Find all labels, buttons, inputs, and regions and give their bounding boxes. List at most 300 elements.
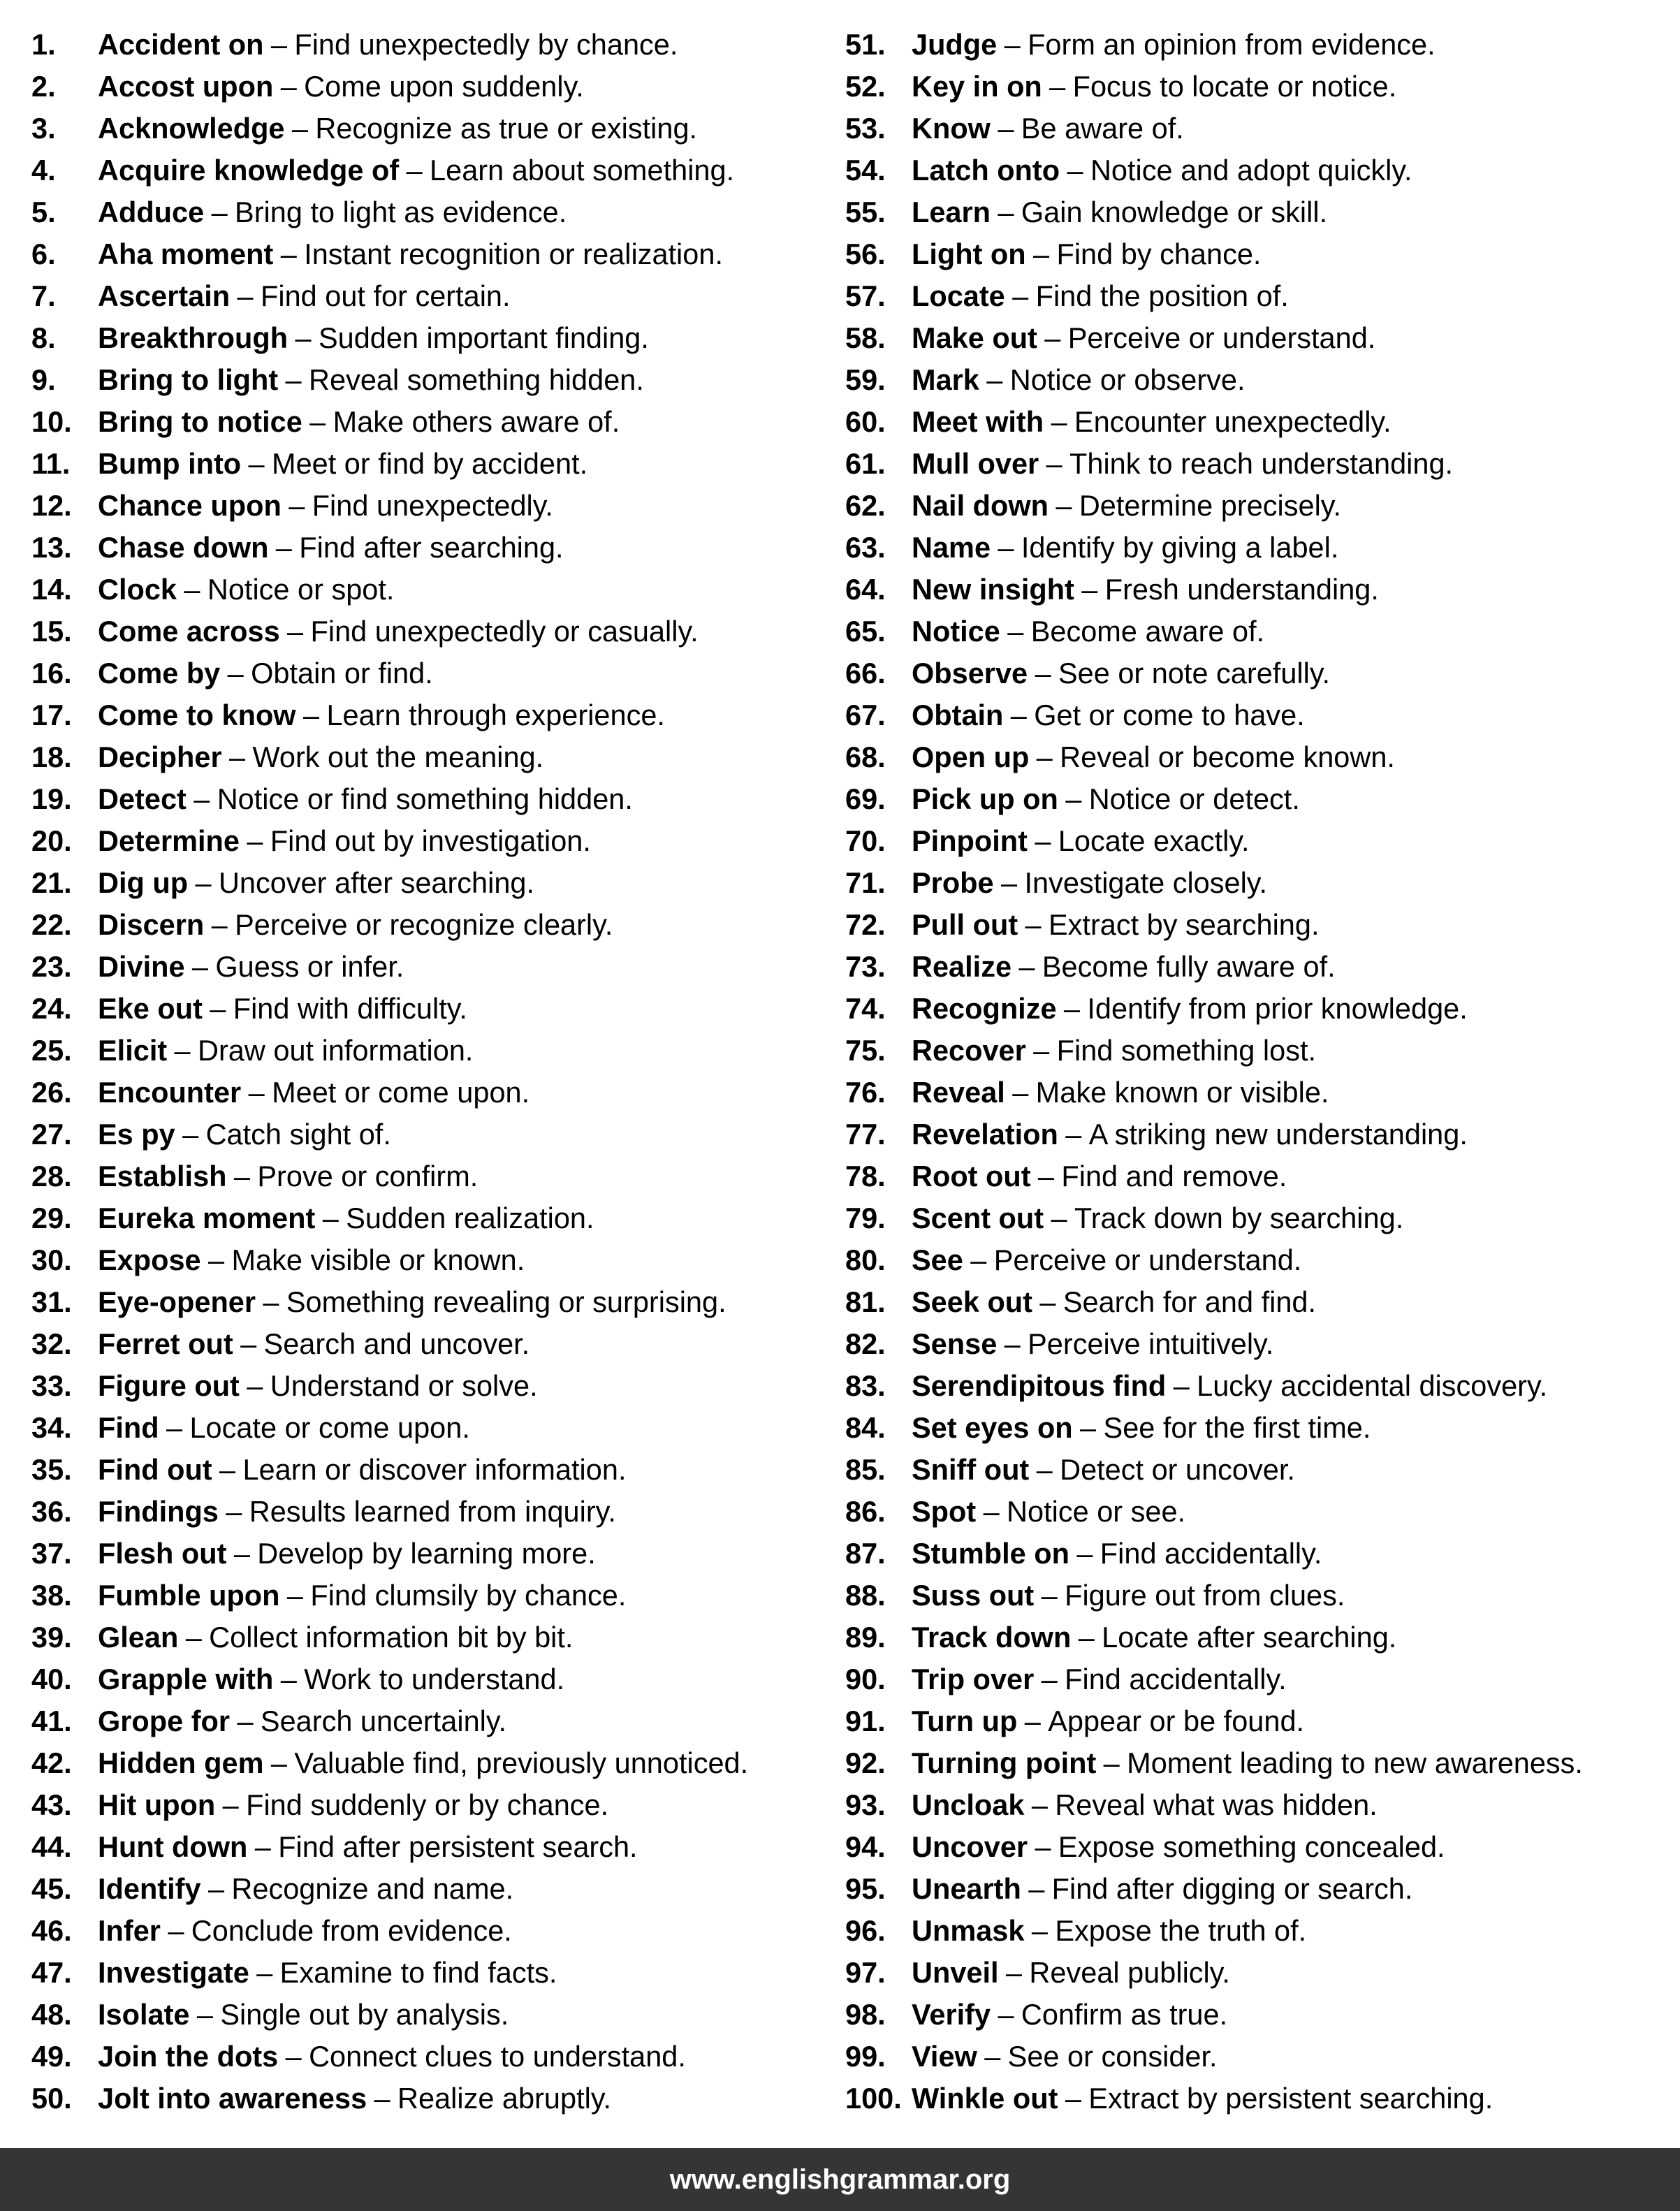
list-item [31, 1197, 835, 1239]
item-text [98, 1658, 564, 1700]
item-text [98, 1910, 512, 1952]
list-item [31, 1700, 835, 1742]
list-item [845, 736, 1670, 778]
item-definition: Find and remove. [1061, 1160, 1287, 1192]
item-term: Key in on [912, 70, 1042, 103]
item-number: 88. [845, 1579, 886, 1612]
item-number: 63. [845, 531, 886, 564]
item-number: 31. [31, 1285, 72, 1318]
item-definition: Instant recognition or realization. [304, 238, 723, 270]
item-text [912, 66, 1396, 108]
item-number: 21. [31, 866, 72, 899]
item-text [98, 1868, 513, 1910]
item-term: Recover [912, 1034, 1026, 1067]
list-item [31, 1784, 835, 1826]
item-separator: – [227, 657, 244, 689]
item-number: 7. [31, 279, 56, 312]
item-term: Mark [912, 363, 979, 396]
item-text [98, 233, 723, 275]
item-term: Come by [98, 657, 221, 689]
list-item [31, 946, 835, 988]
item-definition: Locate or come upon. [189, 1411, 470, 1444]
item-separator: – [309, 405, 326, 438]
item-separator: – [1035, 1830, 1051, 1863]
item-text [912, 736, 1395, 778]
item-text [912, 359, 1246, 401]
item-definition: Uncover after searching. [218, 866, 535, 899]
item-definition: Find out by investigation. [270, 824, 591, 857]
item-text [98, 1030, 473, 1072]
item-term: Realize [912, 950, 1012, 983]
item-text [98, 275, 511, 317]
item-separator: – [1033, 238, 1050, 270]
item-text [98, 485, 553, 527]
list-item [845, 1617, 1670, 1658]
item-term: View [912, 2040, 977, 2073]
item-text [98, 1700, 506, 1742]
item-term: Ferret out [98, 1327, 233, 1360]
list-item [845, 317, 1670, 359]
list-item [31, 317, 835, 359]
item-separator: – [185, 1621, 202, 1654]
item-number: 69. [845, 782, 886, 815]
item-text [98, 1281, 726, 1323]
item-definition: Prove or confirm. [257, 1160, 479, 1192]
item-number: 42. [31, 1746, 72, 1779]
list-item [31, 1449, 835, 1491]
item-definition: Search for and find. [1062, 1285, 1317, 1318]
item-number: 98. [845, 1998, 886, 2031]
item-number: 29. [31, 1202, 72, 1234]
item-term: Pull out [912, 908, 1018, 941]
item-text [98, 66, 584, 108]
item-number: 3. [31, 112, 56, 145]
item-number: 51. [845, 28, 886, 61]
item-term: Revelation [912, 1118, 1058, 1151]
item-text [912, 1407, 1371, 1449]
list-item [845, 820, 1670, 862]
item-definition: Find clumsily by chance. [310, 1579, 627, 1612]
item-text [98, 1155, 478, 1197]
item-number: 87. [845, 1537, 886, 1570]
item-term: Suss out [912, 1579, 1035, 1612]
list-item [31, 1533, 835, 1575]
list-item [845, 1910, 1670, 1952]
list-item [31, 694, 835, 736]
item-separator: – [228, 740, 246, 773]
item-text [98, 1952, 557, 1994]
list-item [845, 1700, 1670, 1742]
item-term: Acquire knowledge of [98, 154, 400, 187]
item-text [912, 1491, 1185, 1533]
item-separator: – [168, 1914, 184, 1947]
item-separator: – [184, 573, 200, 606]
item-text [98, 652, 433, 694]
item-separator: – [285, 2040, 302, 2073]
item-term: Infer [98, 1914, 161, 1947]
item-text [912, 191, 1327, 233]
item-number: 90. [845, 1663, 886, 1695]
item-text [98, 1575, 626, 1617]
item-term: Findings [98, 1495, 219, 1528]
item-number: 75. [845, 1034, 886, 1067]
item-definition: Be aware of. [1021, 112, 1184, 145]
item-number: 57. [845, 279, 886, 312]
item-term: Locate [912, 279, 1005, 312]
item-term: Observe [912, 657, 1028, 689]
item-term: Probe [912, 866, 994, 899]
item-definition: Something revealing or surprising. [286, 1285, 726, 1318]
item-term: Aha moment [98, 238, 274, 270]
item-separator: – [270, 28, 287, 61]
list-item [845, 108, 1670, 149]
item-definition: Find accidentally. [1100, 1537, 1322, 1570]
item-definition: Reveal publicly. [1029, 1956, 1230, 1989]
list-item [31, 1155, 835, 1197]
item-term: Mull over [912, 447, 1039, 480]
item-text [912, 1994, 1227, 2036]
list-item [31, 24, 835, 66]
item-text [912, 778, 1300, 820]
item-definition: Catch sight of. [205, 1118, 391, 1151]
item-text [98, 736, 543, 778]
item-text [98, 24, 678, 66]
item-term: Ascertain [98, 279, 231, 312]
item-definition: Find unexpectedly or casually. [310, 615, 699, 648]
item-definition: Perceive intuitively. [1028, 1327, 1274, 1360]
item-term: Serendipitous find [912, 1369, 1167, 1402]
list-item [31, 1030, 835, 1072]
item-number: 30. [31, 1243, 72, 1276]
item-separator: – [166, 1411, 183, 1444]
item-separator: – [295, 321, 312, 354]
item-separator: – [280, 1663, 297, 1695]
item-term: Spot [912, 1495, 977, 1528]
item-number: 100. [845, 2082, 902, 2115]
item-term: Come across [98, 615, 280, 648]
item-separator: – [998, 196, 1014, 228]
item-number: 14. [31, 573, 72, 606]
item-definition: Recognize and name. [231, 1872, 514, 1905]
item-definition: Determine precisely. [1079, 489, 1341, 522]
item-separator: – [1046, 447, 1062, 480]
item-separator: – [256, 1956, 273, 1989]
item-separator: – [237, 1705, 254, 1737]
list-item [31, 820, 835, 862]
item-separator: – [374, 2082, 390, 2115]
item-text [912, 904, 1320, 946]
item-definition: Realize abruptly. [397, 2082, 612, 2115]
item-separator: – [984, 2040, 1001, 2073]
list-item [31, 1491, 835, 1533]
list-item [31, 611, 835, 652]
item-number: 91. [845, 1705, 886, 1737]
item-term: Uncloak [912, 1788, 1025, 1821]
list-item [845, 1449, 1670, 1491]
item-term: Figure out [98, 1369, 240, 1402]
item-definition: Find out for certain. [261, 279, 511, 312]
item-number: 49. [31, 2040, 72, 2073]
item-definition: See for the first time. [1103, 1411, 1371, 1444]
item-number: 89. [845, 1621, 886, 1654]
item-separator: – [1035, 657, 1051, 689]
item-text [98, 862, 534, 904]
item-separator: – [233, 1537, 250, 1570]
item-number: 35. [31, 1453, 72, 1486]
item-term: Scent out [912, 1202, 1044, 1234]
item-separator: – [263, 1285, 279, 1318]
item-definition: Make others aware of. [333, 405, 620, 438]
item-term: Chance upon [98, 489, 282, 522]
item-definition: Locate after searching. [1102, 1621, 1397, 1654]
list-item [845, 359, 1670, 401]
item-term: Expose [98, 1243, 201, 1276]
list-item [31, 1826, 835, 1868]
item-number: 97. [845, 1956, 886, 1989]
item-number: 32. [31, 1327, 72, 1360]
item-number: 17. [31, 699, 72, 731]
list-item [31, 778, 835, 820]
item-number: 72. [845, 908, 886, 941]
item-definition: Collect information bit by bit. [209, 1621, 574, 1654]
item-number: 65. [845, 615, 886, 648]
item-text [912, 485, 1341, 527]
item-definition: Gain knowledge or skill. [1021, 196, 1328, 228]
item-separator: – [998, 112, 1014, 145]
item-number: 86. [845, 1495, 886, 1528]
item-definition: Become aware of. [1030, 615, 1265, 648]
item-term: Nail down [912, 489, 1049, 522]
list-item [845, 1114, 1670, 1155]
list-item [31, 359, 835, 401]
item-number: 48. [31, 1998, 72, 2031]
list-item [31, 443, 835, 485]
item-term: Stumble on [912, 1537, 1069, 1570]
item-number: 27. [31, 1118, 72, 1151]
item-text [912, 652, 1330, 694]
item-separator: – [195, 866, 212, 899]
item-text [98, 1994, 509, 2036]
item-text [98, 1826, 638, 1868]
item-text [98, 359, 644, 401]
item-definition: Obtain or find. [251, 657, 433, 689]
item-definition: Lucky accidental discovery. [1197, 1369, 1548, 1402]
item-text [912, 108, 1184, 149]
item-separator: – [182, 1118, 199, 1151]
item-separator: – [998, 531, 1014, 564]
item-definition: See or consider. [1007, 2040, 1218, 2073]
item-definition: See or note carefully. [1058, 657, 1331, 689]
item-number: 64. [845, 573, 886, 606]
item-definition: Find after digging or search. [1051, 1872, 1413, 1905]
item-separator: – [286, 1579, 303, 1612]
item-number: 76. [845, 1076, 886, 1109]
item-separator: – [1173, 1369, 1190, 1402]
item-number: 45. [31, 1872, 72, 1905]
item-number: 41. [31, 1705, 72, 1737]
list-item [845, 1868, 1670, 1910]
item-term: Glean [98, 1621, 179, 1654]
item-number: 95. [845, 1872, 886, 1905]
item-text [912, 1952, 1230, 1994]
item-separator: – [237, 279, 254, 312]
item-text [98, 1072, 529, 1114]
item-separator: – [1081, 573, 1098, 606]
item-definition: Detect or uncover. [1060, 1453, 1295, 1486]
item-number: 78. [845, 1160, 886, 1192]
item-text [98, 778, 633, 820]
item-number: 37. [31, 1537, 72, 1570]
item-number: 61. [845, 447, 886, 480]
item-term: Accost upon [98, 70, 274, 103]
item-definition: Find by chance. [1056, 238, 1262, 270]
list-item [845, 1533, 1670, 1575]
item-separator: – [287, 615, 304, 648]
item-separator: – [254, 1830, 271, 1863]
item-definition: Learn or discover information. [242, 1453, 627, 1486]
item-text [912, 401, 1392, 443]
item-number: 56. [845, 238, 886, 270]
item-separator: – [1036, 1453, 1053, 1486]
item-term: Uncover [912, 1830, 1028, 1863]
item-text [912, 1114, 1468, 1155]
item-separator: – [270, 1746, 287, 1779]
item-text [912, 527, 1338, 569]
list-item [845, 66, 1670, 108]
list-item [845, 904, 1670, 946]
item-definition: Draw out information. [198, 1034, 474, 1067]
item-term: Acknowledge [98, 112, 285, 145]
list-item [31, 1072, 835, 1114]
item-number: 66. [845, 657, 886, 689]
list-item [845, 191, 1670, 233]
item-term: Find out [98, 1453, 212, 1486]
item-term: Decipher [98, 740, 222, 773]
item-text [98, 1784, 608, 1826]
item-term: Eke out [98, 992, 203, 1025]
list-item [845, 1281, 1670, 1323]
item-definition: Find after persistent search. [278, 1830, 638, 1863]
item-definition: Appear or be found. [1048, 1705, 1305, 1737]
item-definition: Identify by giving a label. [1021, 531, 1339, 564]
item-term: Flesh out [98, 1537, 227, 1570]
item-term: Discern [98, 908, 205, 941]
item-number: 34. [31, 1411, 72, 1444]
item-term: Find [98, 1411, 159, 1444]
item-definition: Find suddenly or by chance. [246, 1788, 609, 1821]
item-number: 81. [845, 1285, 886, 1318]
item-text [912, 1658, 1287, 1700]
item-term: Unmask [912, 1914, 1025, 1947]
item-text [98, 1239, 525, 1281]
item-separator: – [302, 699, 320, 731]
list-item [845, 2078, 1670, 2119]
item-text [912, 1868, 1412, 1910]
item-definition: A striking new understanding. [1088, 1118, 1468, 1151]
item-separator: – [1025, 908, 1042, 941]
item-term: Notice [912, 615, 1000, 648]
item-text [98, 108, 697, 149]
item-definition: Find something lost. [1056, 1034, 1317, 1067]
list-item [845, 862, 1670, 904]
list-item [31, 275, 835, 317]
item-term: Adduce [98, 196, 205, 228]
item-number: 83. [845, 1369, 886, 1402]
item-text [912, 2078, 1493, 2119]
list-item [845, 1239, 1670, 1281]
item-text [98, 611, 699, 652]
item-definition: Perceive or understand. [993, 1243, 1302, 1276]
item-term: Pick up on [912, 782, 1058, 815]
list-item [845, 611, 1670, 652]
item-separator: – [1041, 1663, 1058, 1695]
list-item [845, 778, 1670, 820]
item-separator: – [1044, 321, 1061, 354]
list-item [31, 108, 835, 149]
item-number: 79. [845, 1202, 886, 1234]
item-definition: Valuable find, previously unnoticed. [294, 1746, 749, 1779]
item-separator: – [247, 1369, 263, 1402]
item-separator: – [1010, 699, 1027, 731]
item-definition: Find unexpectedly by chance. [294, 28, 678, 61]
footer-website[interactable]: www.englishgrammar.org [669, 2163, 1011, 2195]
item-number: 25. [31, 1034, 72, 1067]
item-separator: – [208, 1243, 225, 1276]
item-definition: Perceive or recognize clearly. [235, 908, 613, 941]
item-number: 36. [31, 1495, 72, 1528]
list-item [845, 401, 1670, 443]
item-separator: – [1001, 866, 1018, 899]
item-text [98, 1742, 748, 1784]
list-item [31, 527, 835, 569]
item-term: Turn up [912, 1705, 1018, 1737]
item-number: 39. [31, 1621, 72, 1654]
item-number: 43. [31, 1788, 72, 1821]
item-term: New insight [912, 573, 1074, 606]
item-separator: – [288, 489, 305, 522]
item-number: 10. [31, 405, 72, 438]
item-definition: Find after searching. [299, 531, 564, 564]
list-item [31, 1952, 835, 1994]
item-number: 85. [845, 1453, 886, 1486]
item-definition: Work out the meaning. [252, 740, 544, 773]
item-text [98, 988, 467, 1030]
item-separator: – [240, 1327, 257, 1360]
item-number: 71. [845, 866, 886, 899]
item-number: 74. [845, 992, 886, 1025]
item-text [98, 569, 394, 611]
item-text [912, 149, 1412, 191]
item-separator: – [1004, 28, 1021, 61]
item-text [98, 1491, 616, 1533]
item-definition: Sudden important finding. [318, 321, 649, 354]
item-separator: – [1007, 615, 1024, 648]
list-item [31, 652, 835, 694]
item-term: Unearth [912, 1872, 1021, 1905]
item-term: Pinpoint [912, 824, 1028, 857]
list-item [845, 1658, 1670, 1700]
item-term: Bring to light [98, 363, 279, 396]
item-number: 46. [31, 1914, 72, 1947]
item-term: Come to know [98, 699, 296, 731]
item-number: 58. [845, 321, 886, 354]
item-text [912, 233, 1261, 275]
item-number: 59. [845, 363, 886, 396]
item-definition: Think to reach understanding. [1069, 447, 1454, 480]
item-number: 62. [845, 489, 886, 522]
item-term: Obtain [912, 699, 1004, 731]
list-item [845, 485, 1670, 527]
